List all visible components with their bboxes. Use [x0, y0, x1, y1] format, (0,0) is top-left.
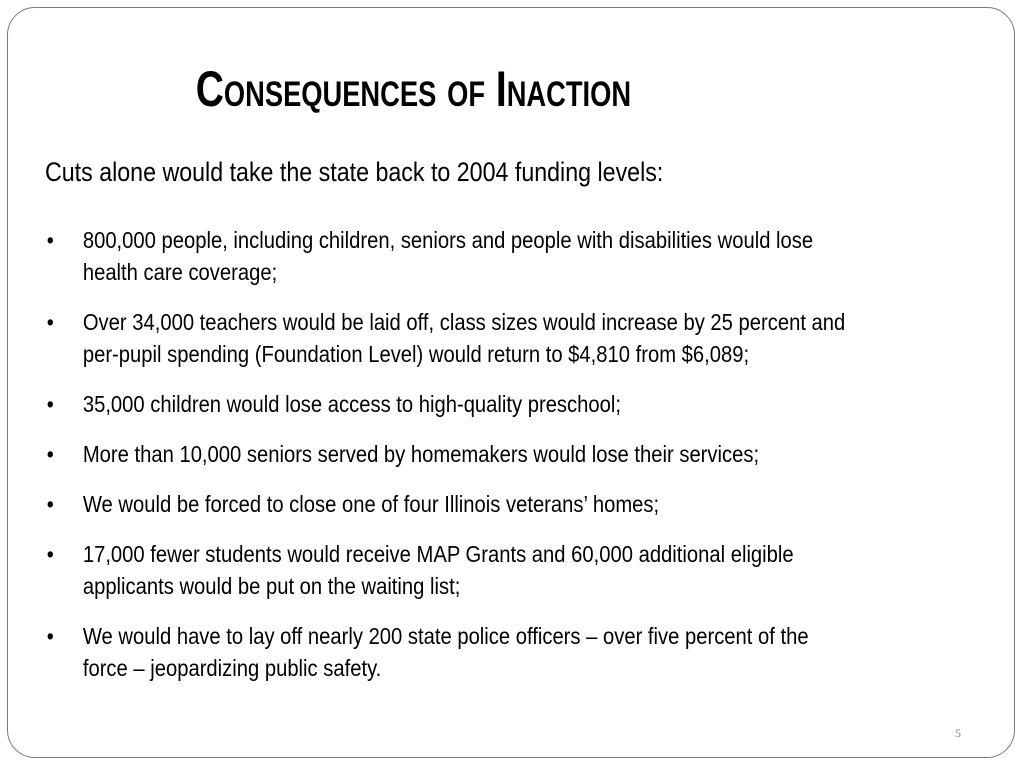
bullet-marker: •	[46, 227, 54, 253]
bullet-line: We would be forced to close one of four Illinois veterans’ homes;	[82, 491, 660, 517]
bullet-marker: •	[46, 623, 54, 649]
bullet-marker: •	[46, 391, 54, 417]
bullet-list	[45, 224, 957, 702]
list-item	[45, 620, 957, 684]
bullet-marker: •	[46, 541, 54, 567]
bullet-line: More than 10,000 seniors served by homemakers would lose their services;	[82, 441, 760, 467]
list-item	[45, 538, 957, 602]
bullet-marker: •	[46, 491, 54, 517]
page-number: 5	[955, 726, 961, 740]
list-item	[45, 388, 957, 420]
bullet-line: applicants would be put on the waiting list;	[82, 573, 461, 599]
bullet-line: 35,000 children would lose access to high-quality preschool;	[82, 391, 621, 417]
bullet-line: We would have to lay off nearly 200 state police officers – over five percent of the	[82, 623, 809, 649]
bullet-line: Over 34,000 teachers would be laid off, class sizes would increase by 25 percent and	[82, 309, 846, 335]
bullet-line: 800,000 people, including children, seniors and people with disabilities would lose	[82, 227, 814, 253]
list-item	[45, 224, 957, 288]
list-item	[45, 438, 957, 470]
bullet-marker: •	[46, 309, 54, 335]
bullet-line: per-pupil spending (Foundation Level) would return to $4,810 from $6,089;	[82, 341, 750, 367]
bullet-marker: •	[46, 441, 54, 467]
list-item	[45, 488, 957, 520]
bullet-line: force – jeopardizing public safety.	[82, 655, 382, 681]
slide-title: Consequences of Inaction	[195, 61, 632, 117]
list-item	[45, 306, 957, 370]
bullet-line: 17,000 fewer students would receive MAP Grants and 60,000 additional eligible	[82, 541, 794, 567]
bullet-line: health care coverage;	[82, 259, 278, 285]
slide-subtitle: Cuts alone would take the state back to 2004 funding levels:	[45, 157, 664, 187]
